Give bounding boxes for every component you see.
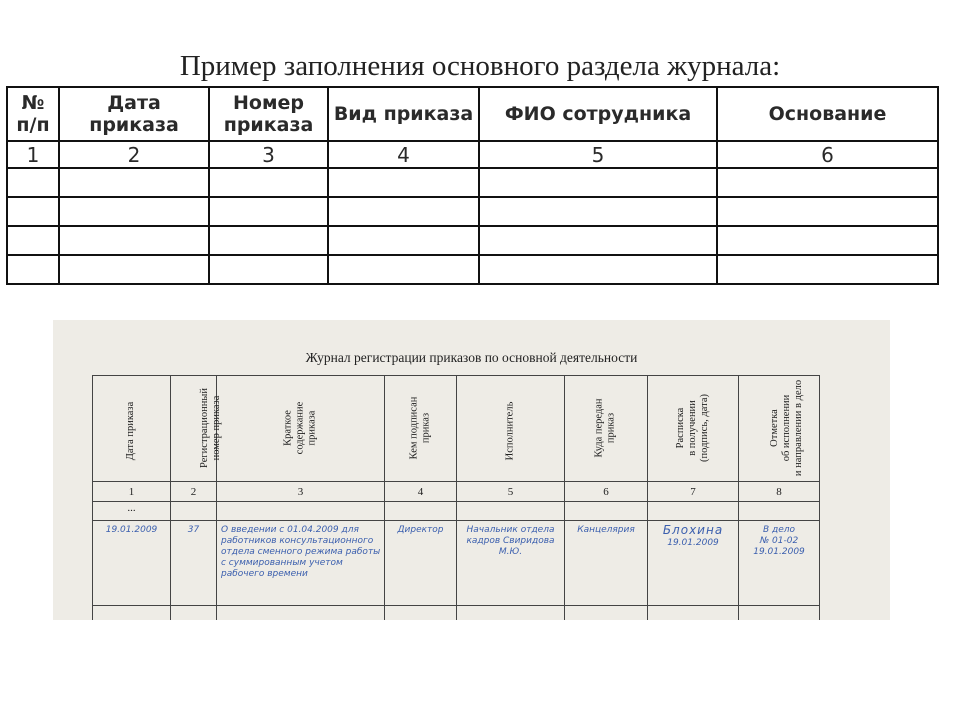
empty-row [7,197,938,226]
journal-form-table [6,86,939,285]
journal-ellipsis-row [93,502,820,521]
entry-signed-by: Директор [385,521,457,606]
journal-number-row [93,482,820,502]
header-number: № п/п [7,87,59,141]
empty-cell [565,502,648,521]
empty-cell [479,226,717,255]
entry-reg-number: 37 [171,521,217,606]
column-number: 7 [648,482,739,502]
header-basis: Основание [717,87,938,141]
entry-date: 19.01.2009 [93,521,171,606]
header-employee-name: ФИО сотрудника [479,87,717,141]
empty-cell [717,226,938,255]
empty-cell [209,226,328,255]
empty-cell [328,168,479,197]
journal-header-execution-note: Отметка об исполнении и направлении в дело [739,376,820,482]
column-number: 5 [479,141,717,168]
journal-header-summary: Краткое содержание приказа [217,376,385,482]
header-order-date: Дата приказа [59,87,209,141]
empty-cell [171,502,217,521]
empty-cell [7,197,59,226]
empty-cell [209,168,328,197]
empty-cell [648,502,739,521]
empty-cell [7,226,59,255]
column-number: 3 [217,482,385,502]
journal-table [92,375,820,620]
receipt-signature: Блохина [662,523,724,537]
empty-cell [59,168,209,197]
empty-cell [479,168,717,197]
empty-cell [479,197,717,226]
column-number: 3 [209,141,328,168]
empty-row [7,226,938,255]
column-number: 2 [171,482,217,502]
header-row [7,87,938,141]
receipt-date: 19.01.2009 [667,538,719,548]
journal-header-signed-by: Кем подписан приказ [385,376,457,482]
empty-cell [7,255,59,284]
empty-cell [209,255,328,284]
entry-sent-to: Канцелярия [565,521,648,606]
empty-cell [209,197,328,226]
journal-header-reg-number: Регистрационный номер приказа [171,376,217,482]
journal-header-row [93,376,820,482]
journal-scan [53,320,890,620]
empty-cell [328,226,479,255]
journal-entry-row [93,521,820,606]
page-title: Пример заполнения основного раздела журнала: [179,50,781,82]
column-number: 6 [717,141,938,168]
empty-row [7,255,938,284]
empty-cell [479,255,717,284]
column-number: 1 [93,482,171,502]
empty-cell [739,502,820,521]
empty-cell [717,255,938,284]
entry-content: О введении с 01.04.2009 для работников консультационного отдела сменного режима работы с суммированным учетом рабочего времени [217,521,385,606]
column-number: 8 [739,482,820,502]
empty-cell [59,255,209,284]
journal-header-date: Дата приказа [93,376,171,482]
empty-cell [59,226,209,255]
column-number: 6 [565,482,648,502]
column-number-row [7,141,938,168]
empty-cell [717,168,938,197]
empty-row [7,168,938,197]
entry-receipt [648,521,739,606]
torn-paper-edge [53,614,890,628]
column-number: 1 [7,141,59,168]
column-number: 4 [328,141,479,168]
empty-cell [328,197,479,226]
empty-cell [328,255,479,284]
header-order-type: Вид приказа [328,87,479,141]
journal-title: Журнал регистрации приказов по основной деятельности [305,350,638,365]
entry-execution-note: В дело № 01-02 19.01.2009 [739,521,820,606]
journal-header-receipt: Расписка в получении (подпись, дата) [648,376,739,482]
empty-cell [457,502,565,521]
empty-cell [717,197,938,226]
empty-cell [217,502,385,521]
ellipsis-cell: ... [93,502,171,521]
header-order-number: Номер приказа [209,87,328,141]
empty-cell [7,168,59,197]
entry-executor: Начальник отдела кадров Свиридова М.Ю. [457,521,565,606]
column-number: 2 [59,141,209,168]
journal-header-executor: Исполнитель [457,376,565,482]
column-number: 4 [385,482,457,502]
column-number: 5 [457,482,565,502]
journal-header-sent-to: Куда передан приказ [565,376,648,482]
empty-cell [385,502,457,521]
empty-cell [59,197,209,226]
